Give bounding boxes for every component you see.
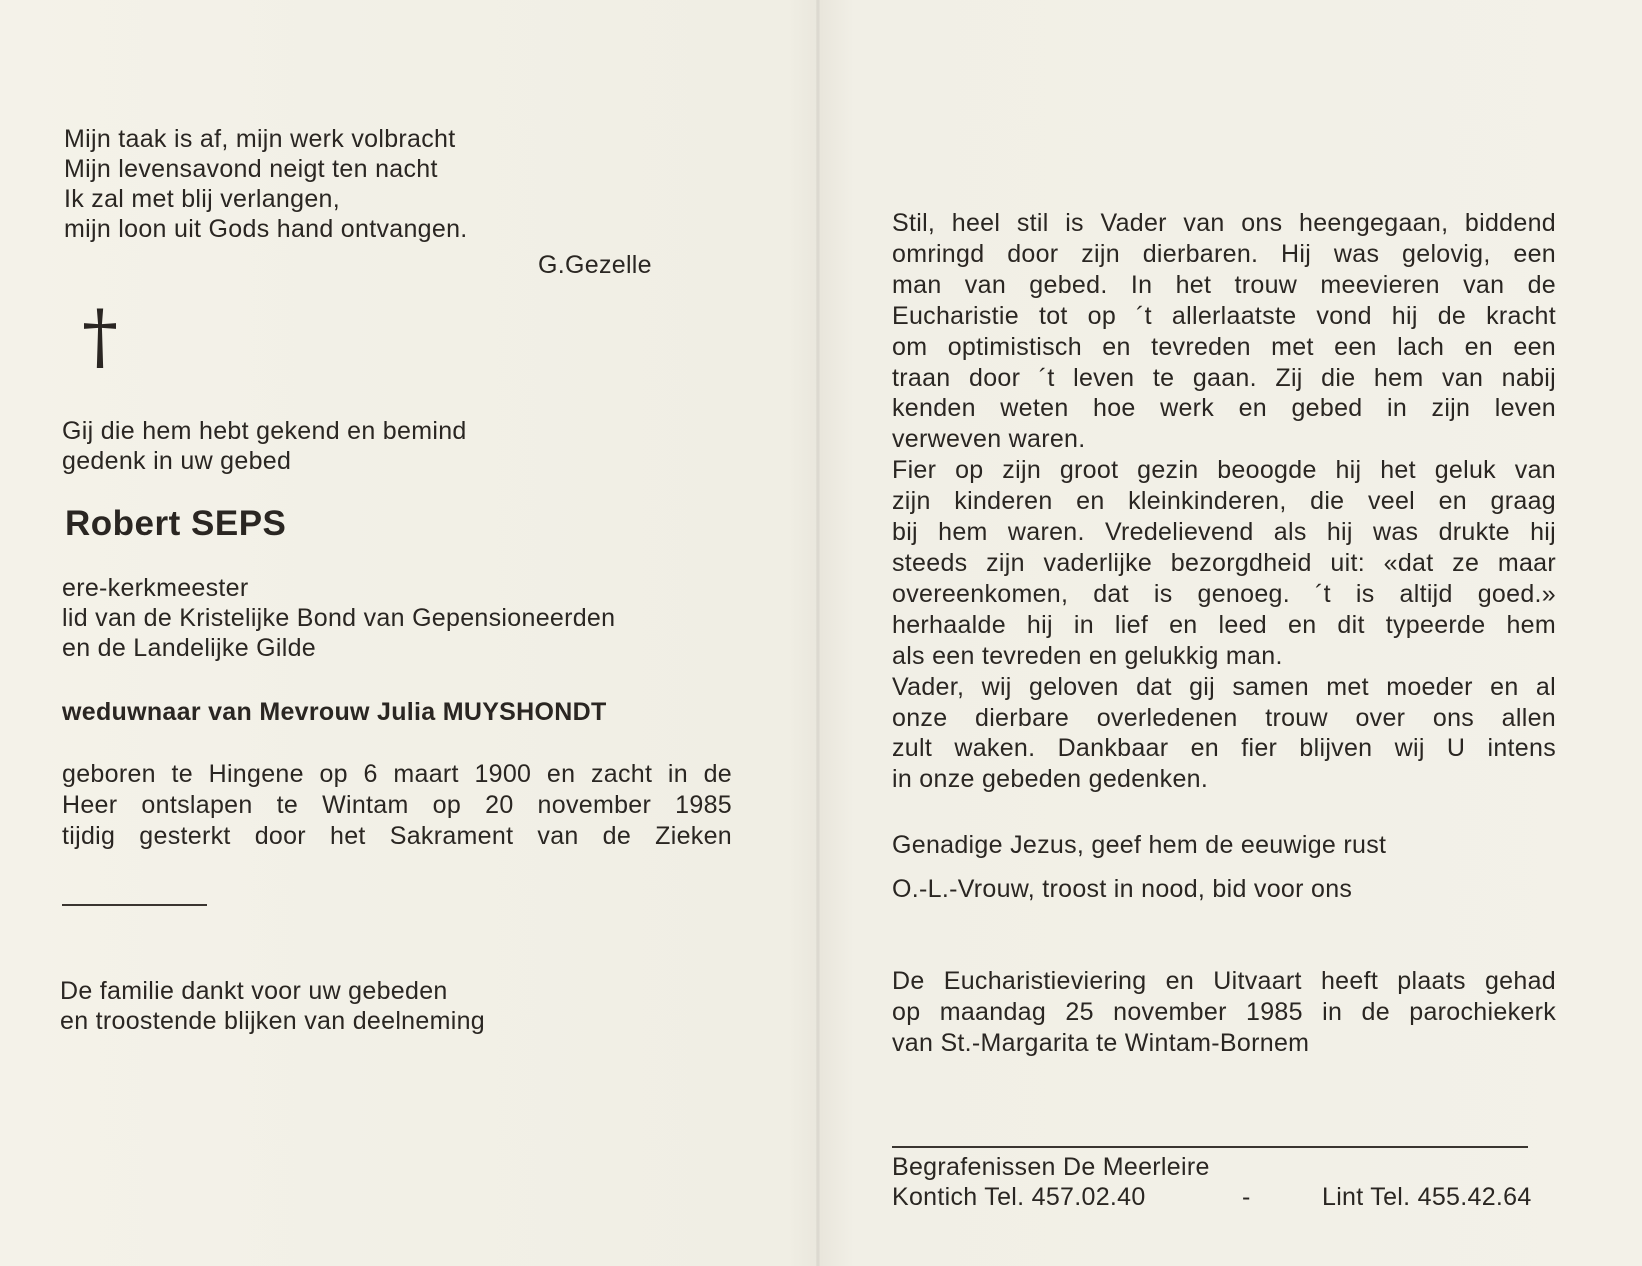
birth-death-line: tijdig gesterkt door het Sakrament van de Zieken (62, 821, 732, 850)
eulogy-line: zult waken. Dankbaar en fier blijven wij U intens (892, 734, 1556, 763)
role-line: lid van de Kristelijke Bond van Gepensioneerden (62, 604, 616, 632)
undertaker-lint-phone: Lint Tel. 455.42.64 (1322, 1183, 1532, 1211)
funeral-line: op maandag 25 november 1985 in de parochiekerk (892, 997, 1556, 1026)
eulogy-line: man van gebed. In het trouw meevieren van de (892, 270, 1556, 299)
eulogy-line: onze dierbare overledenen trouw over ons allen (892, 703, 1556, 732)
funeral-line: van St.-Margarita te Wintam-Bornem (892, 1028, 1310, 1057)
poem-line: mijn loon uit Gods hand ontvangen. (64, 215, 468, 243)
eulogy-line: Fier op zijn groot gezin beoogde hij het geluk van (892, 456, 1556, 485)
remembrance-line: gedenk in uw gebed (62, 447, 292, 475)
birth-death-block (62, 759, 732, 852)
eulogy-line: herhaalde hij in lief en leed en dit typeerde hem (892, 610, 1556, 639)
phone-separator: - (1242, 1183, 1251, 1211)
role-line: en de Landelijke Gilde (62, 634, 316, 662)
funeral-block (892, 966, 1556, 1059)
eulogy-line: om optimistisch en tevreden met een lach en een (892, 332, 1556, 361)
prayer-line: O.-L.-Vrouw, troost in nood, bid voor ons (892, 875, 1353, 903)
poem-line: Mijn levensavond neigt ten nacht (64, 155, 438, 183)
poem-author: G.Gezelle (538, 251, 652, 279)
separator-line (892, 1146, 1528, 1148)
eulogy-line: Stil, heel stil is Vader van ons heengegaan, biddend (892, 209, 1556, 237)
eulogy-line: Vader, wij geloven dat gij samen met moeder en al (892, 672, 1556, 701)
undertaker-name: Begrafenissen De Meerleire (892, 1153, 1210, 1181)
eulogy-line: kenden weten hoe werk en gebed in zijn leven (892, 394, 1556, 423)
eulogy-line: bij hem waren. Vredelievend als hij was drukte hij (892, 518, 1556, 547)
birth-death-line: Heer ontslapen te Wintam op 20 november 1985 (62, 790, 732, 819)
eulogy-line: steeds zijn vaderlijke bezorgdheid uit: «dat ze maar (892, 548, 1556, 577)
eulogy-line: zijn kinderen en kleinkinderen, die veel en graag (892, 487, 1556, 516)
remembrance-line: Gij die hem hebt gekend en bemind (62, 417, 467, 445)
eulogy-line: omringd door zijn dierbaren. Hij was gelovig, een (892, 239, 1556, 268)
card-fold (816, 0, 820, 1266)
separator-line (62, 904, 207, 906)
poem-line: Ik zal met blij verlangen, (64, 185, 340, 213)
poem-line: Mijn taak is af, mijn werk volbracht (64, 125, 456, 153)
birth-death-line: geboren te Hingene op 6 maart 1900 en zacht in de (62, 760, 732, 788)
eulogy-line: traan door ´t leven te gaan. Zij die hem van nabij (892, 363, 1556, 392)
cross-icon: † (82, 294, 119, 378)
undertaker-kontich-phone: Kontich Tel. 457.02.40 (892, 1183, 1146, 1211)
funeral-line: De Eucharistieviering en Uitvaart heeft plaats gehad (892, 967, 1556, 995)
thanks-line: en troostende blijken van deelneming (60, 1007, 485, 1035)
deceased-name: Robert SEPS (65, 504, 287, 543)
eulogy-text (892, 208, 1556, 795)
role-line: ere-kerkmeester (62, 574, 249, 602)
eulogy-line: overeenkomen, dat is genoeg. ´t is altijd goed.» (892, 579, 1556, 608)
eulogy-line: verweven waren. (892, 425, 1086, 454)
eulogy-line: Eucharistie tot op ´t allerlaatste vond hij de kracht (892, 301, 1556, 330)
eulogy-line: in onze gebeden gedenken. (892, 765, 1209, 794)
eulogy-line: als een tevreden en gelukkig man. (892, 641, 1283, 670)
widower-line: weduwnaar van Mevrouw Julia MUYSHONDT (62, 698, 607, 726)
thanks-line: De familie dankt voor uw gebeden (60, 977, 448, 1005)
prayer-line: Genadige Jezus, geef hem de eeuwige rust (892, 831, 1387, 859)
